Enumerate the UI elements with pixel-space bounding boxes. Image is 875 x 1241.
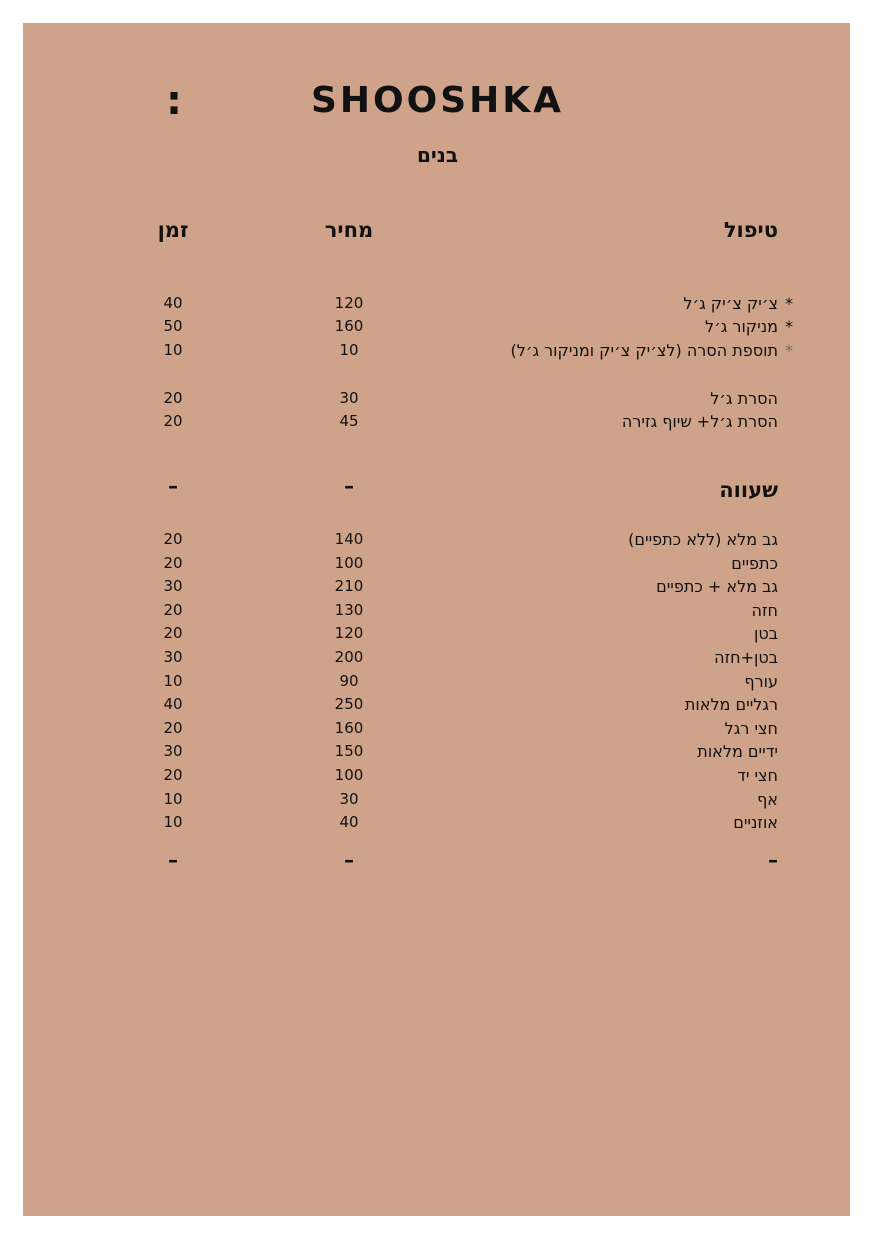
treatment-name: תוספת הסרה (לצ׳יק צ׳יק ומניקור ג׳ל) xyxy=(510,341,778,360)
treatment-price: 120 xyxy=(334,624,364,643)
treatment-price: 250 xyxy=(334,695,364,714)
asterisk-marker: * xyxy=(785,317,793,336)
treatment-time: 30 xyxy=(163,577,183,596)
treatment-price: 45 xyxy=(339,412,359,430)
treatment-price: 150 xyxy=(334,742,364,761)
treatment-time: 10 xyxy=(163,341,183,359)
treatment-name: הסרת ג׳ל+ שיוף גזירה xyxy=(621,412,778,431)
treatment-price: 100 xyxy=(334,766,364,784)
wax-time-dash: – xyxy=(168,474,178,498)
treatment-name: ידיים מלאות xyxy=(697,742,778,762)
treatment-time: 20 xyxy=(163,766,183,784)
page-subtitle: בנים xyxy=(416,143,459,167)
treatment-time: 20 xyxy=(163,389,183,407)
treatment-name: חצי יד xyxy=(737,766,778,785)
treatment-time: 30 xyxy=(163,742,183,761)
treatment-name: כתפיים xyxy=(731,553,778,573)
treatment-name: מניקור ג׳ל xyxy=(704,317,778,336)
price-list-page xyxy=(23,23,850,1216)
treatment-name: גב מלא + כתפיים xyxy=(656,577,778,597)
wax-section-title: שעווה xyxy=(719,478,778,502)
treatment-time: 20 xyxy=(163,412,183,430)
treatment-time: 40 xyxy=(163,695,183,714)
treatment-price: 210 xyxy=(334,577,364,596)
treatment-name: חזה xyxy=(751,600,778,620)
treatment-price: 120 xyxy=(334,294,364,312)
treatment-name: בטן xyxy=(754,624,778,644)
treatment-time: 50 xyxy=(163,317,183,335)
treatment-name: צ׳יק צ׳יק ג׳ל xyxy=(683,294,778,313)
treatment-time: 10 xyxy=(163,813,183,832)
footer-dash-price: – xyxy=(344,848,354,872)
treatment-price: 100 xyxy=(334,553,364,572)
brand-mark: : xyxy=(166,78,182,124)
footer-dash-time: – xyxy=(168,848,178,872)
treatment-price: 30 xyxy=(339,789,359,808)
treatment-price: 200 xyxy=(334,648,364,666)
treatment-price: 40 xyxy=(339,813,359,832)
treatment-price: 130 xyxy=(334,600,364,619)
treatment-price: 10 xyxy=(339,341,359,359)
treatment-time: 40 xyxy=(163,294,183,312)
treatment-time: 20 xyxy=(163,530,183,548)
treatment-name: אף xyxy=(757,789,778,809)
treatment-name: רגליים מלאות xyxy=(684,695,778,715)
treatment-price: 160 xyxy=(334,718,364,737)
treatment-name: הסרת ג׳ל xyxy=(710,389,778,408)
footer-dash-name: – xyxy=(768,848,778,872)
treatment-time: 10 xyxy=(163,671,183,690)
treatment-name: עורף xyxy=(744,671,778,691)
treatment-time: 20 xyxy=(163,553,183,572)
asterisk-marker: * xyxy=(785,294,793,313)
header-price: מחיר xyxy=(324,218,374,242)
treatment-time: 20 xyxy=(163,624,183,643)
treatment-time: 20 xyxy=(163,600,183,619)
treatment-time: 30 xyxy=(163,648,183,666)
treatment-price: 30 xyxy=(339,389,359,407)
treatment-time: 20 xyxy=(163,718,183,737)
treatment-name: חצי רגל xyxy=(724,718,778,738)
treatment-price: 140 xyxy=(334,530,364,548)
treatment-price: 90 xyxy=(339,671,359,690)
asterisk-marker: * xyxy=(785,341,793,360)
header-time: זמן xyxy=(157,218,189,242)
treatment-name: גב מלא (ללא כתפיים) xyxy=(628,530,778,549)
header-treatment: טיפול xyxy=(723,218,778,242)
wax-price-dash: – xyxy=(344,474,354,498)
brand-title: SHOOSHKA xyxy=(310,80,565,121)
treatment-name: אוזניים xyxy=(733,813,778,833)
treatment-time: 10 xyxy=(163,789,183,808)
treatment-price: 160 xyxy=(334,317,364,335)
treatment-name: בטן+חזה xyxy=(714,648,778,667)
